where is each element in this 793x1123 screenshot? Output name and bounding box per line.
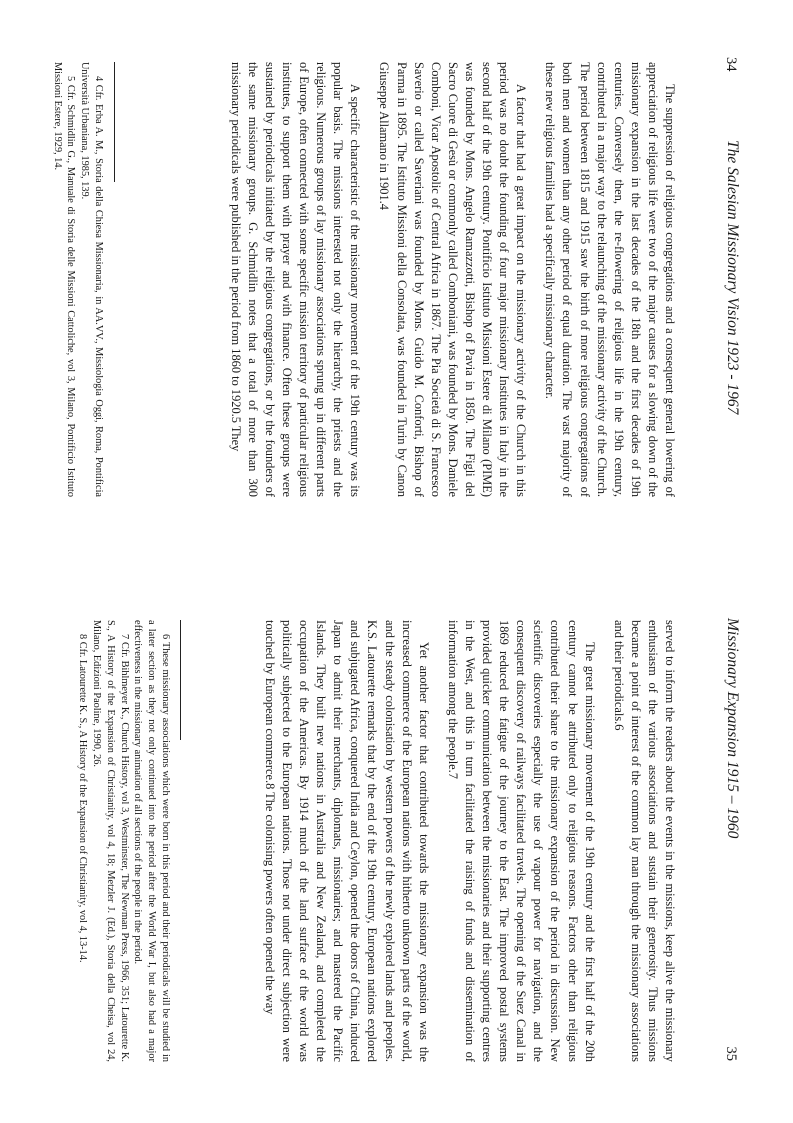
paragraph: The great missionary movement of the 19th century and the first half of the 20th century cannot be attributed only to religious reasons. Factors other than religious contributed their share to the missionary expansion of the period in discussion. New scientific discoveries especially the use of vapour power for navigation, and the consequent discovery of railways facilitated travels. The opening of the Suez Canal in 1869 reduced the fatigue of the journey to the East. The improved postal systems provided quicker communication between the missionaries and their supporting centres in the West, and this in turn facilitated the raising of funds and dissemination of information among the people.7	[445, 620, 597, 1062]
left-page	[0, 0, 793, 561]
paragraph: The suppression of religious congregations and a consequent general lowering of appreciation of religious life were two of the major causes for a slowing down of the missionary expansion in the last decades of the 18th and the first decades of 19th centuries. Conversely then, the re-flowering of religious life in the 19th century, contributed in a major way to the relaunching of the missionary activity of the Church. The period between 1815 and 1915 saw the birth of more religious congregations of both men and women than any other period of equal duration. The vast majority of these new religious families had a specifically missionary character.	[543, 62, 677, 497]
running-head: Missionary Expansion 1915 – 1960	[724, 618, 741, 839]
page-number: 35	[723, 1046, 739, 1061]
footnote: 4 Cfr. Erba A. M., Storia della Chiesa Missionaria, in AA.VV., Missiologia Oggi, Roma, Pontificia Università Urbaniana, 1985, 139.	[79, 62, 104, 497]
paragraph: served to inform the readers about the events in the missions, keep alive the missionary enthusiasm of the various associations and sustain their generosity. Thus missions became a point of interest of the common lay man through the missionary associations and their periodicals.6	[611, 620, 677, 1062]
body-text	[249, 620, 678, 1062]
right-page	[0, 562, 793, 1123]
paragraph: Yet another factor that contributed towards the missionary expansion was the increased commerce of the European nations with hitherto unknown parts of the world, and the steady colonisation by western powers of the newly explored lands and peoples. K.S. Latourette remarks that by the end of the 19th century, European nations explored and subjugated Africa, conquered India and Ceylon, opened the doors of China, induced Japan to admit their merchants, diplomats, missionaries; and mastered the Pacific Islands. They built new nations in Australia and New Zealand, and completed the occupation of the Americas. By 1914 much of the land surface of the world was politically subjected to the European nations. Those not under direct subjection were touched by European commerce.8 The colonising powers often opened the way	[262, 620, 431, 1062]
page-number: 34	[723, 57, 739, 72]
footnote: 8 Cfr. Latourette K. S., A History of the Expansion of Christianity, vol 4, 13-14.	[77, 634, 89, 963]
footnote: 7 Cfr. Bihlmeyer K., Church History, vol 3, Westminster, The Newman Press, 1966, 351; Latourette K. S., A History of the Expansion of Christianity, vol 4, 18; Metzler J. (Ed.), Storia della Cheisa, vol 24, Milano, Edizioni Paoline, 1990, 26.	[91, 620, 130, 1062]
footnotes	[50, 62, 105, 497]
footnote: 6 These missionary associations which were born in this period and their periodicals will be studied in a later section as they not only continued into the period after the World War I, but also had a major effectiveness in the missionary animation of all sections of the people in the period.	[132, 620, 171, 1062]
paragraph: A factor that had a great impact on the missionary activity of the Church in this period was no doubt the founding of four major missionary Institutes in Italy in the second half of the 19th century. Pontificio Istituto Missioni Estere di Milano (PIME) was founded by Mons. Angelo Ramazzotti, Bishop of Pavia in 1850. The Figli del Sacro Cuore di Gesù or commonly called Comboniani, was founded by Mons. Daniele Comboni, Vicar Apostolic of Central Africa in 1867. The Pia Società di S. Francesco Saverio or called Saveriani was founded by Mons. Guido M. Conforti, Bishop of Parma in 1895. The Istituto Missioni della Consolata, was founded in Turin by Canon Giuseppe Allamano in 1901.4	[377, 62, 529, 497]
footnote-rule	[180, 620, 181, 740]
running-head: The Salesian Missionary Vision 1923 - 1967	[724, 140, 741, 415]
body-text	[215, 62, 678, 497]
footnote-rule	[114, 62, 115, 182]
footnotes	[75, 620, 172, 1062]
footnote: 5 Cfr. Schmidlin G., Manuale di Storia delle Missioni Cattoliche, vol 3, Milano, Pontificio Istituto Missioni Estere, 1929, 14.	[51, 62, 77, 497]
paragraph: A specific characteristic of the missionary movement of the 19th century was its popular basis. The missions interested not only the hierarchy, the priests and the religious. Numerous groups of lay missionary associations sprung up in different parts of Europe, often connected with some specific mission territory of particular religious institutes, to support them with prayer and with finance. Often these groups were sustained by periodicals initiated by the religious congregations, or by the founders of the same missionary groups. G. Schmidlin notes that a total of more than 300 missionary periodicals were published in the period from 1860 to 1920.5 They	[228, 62, 363, 497]
